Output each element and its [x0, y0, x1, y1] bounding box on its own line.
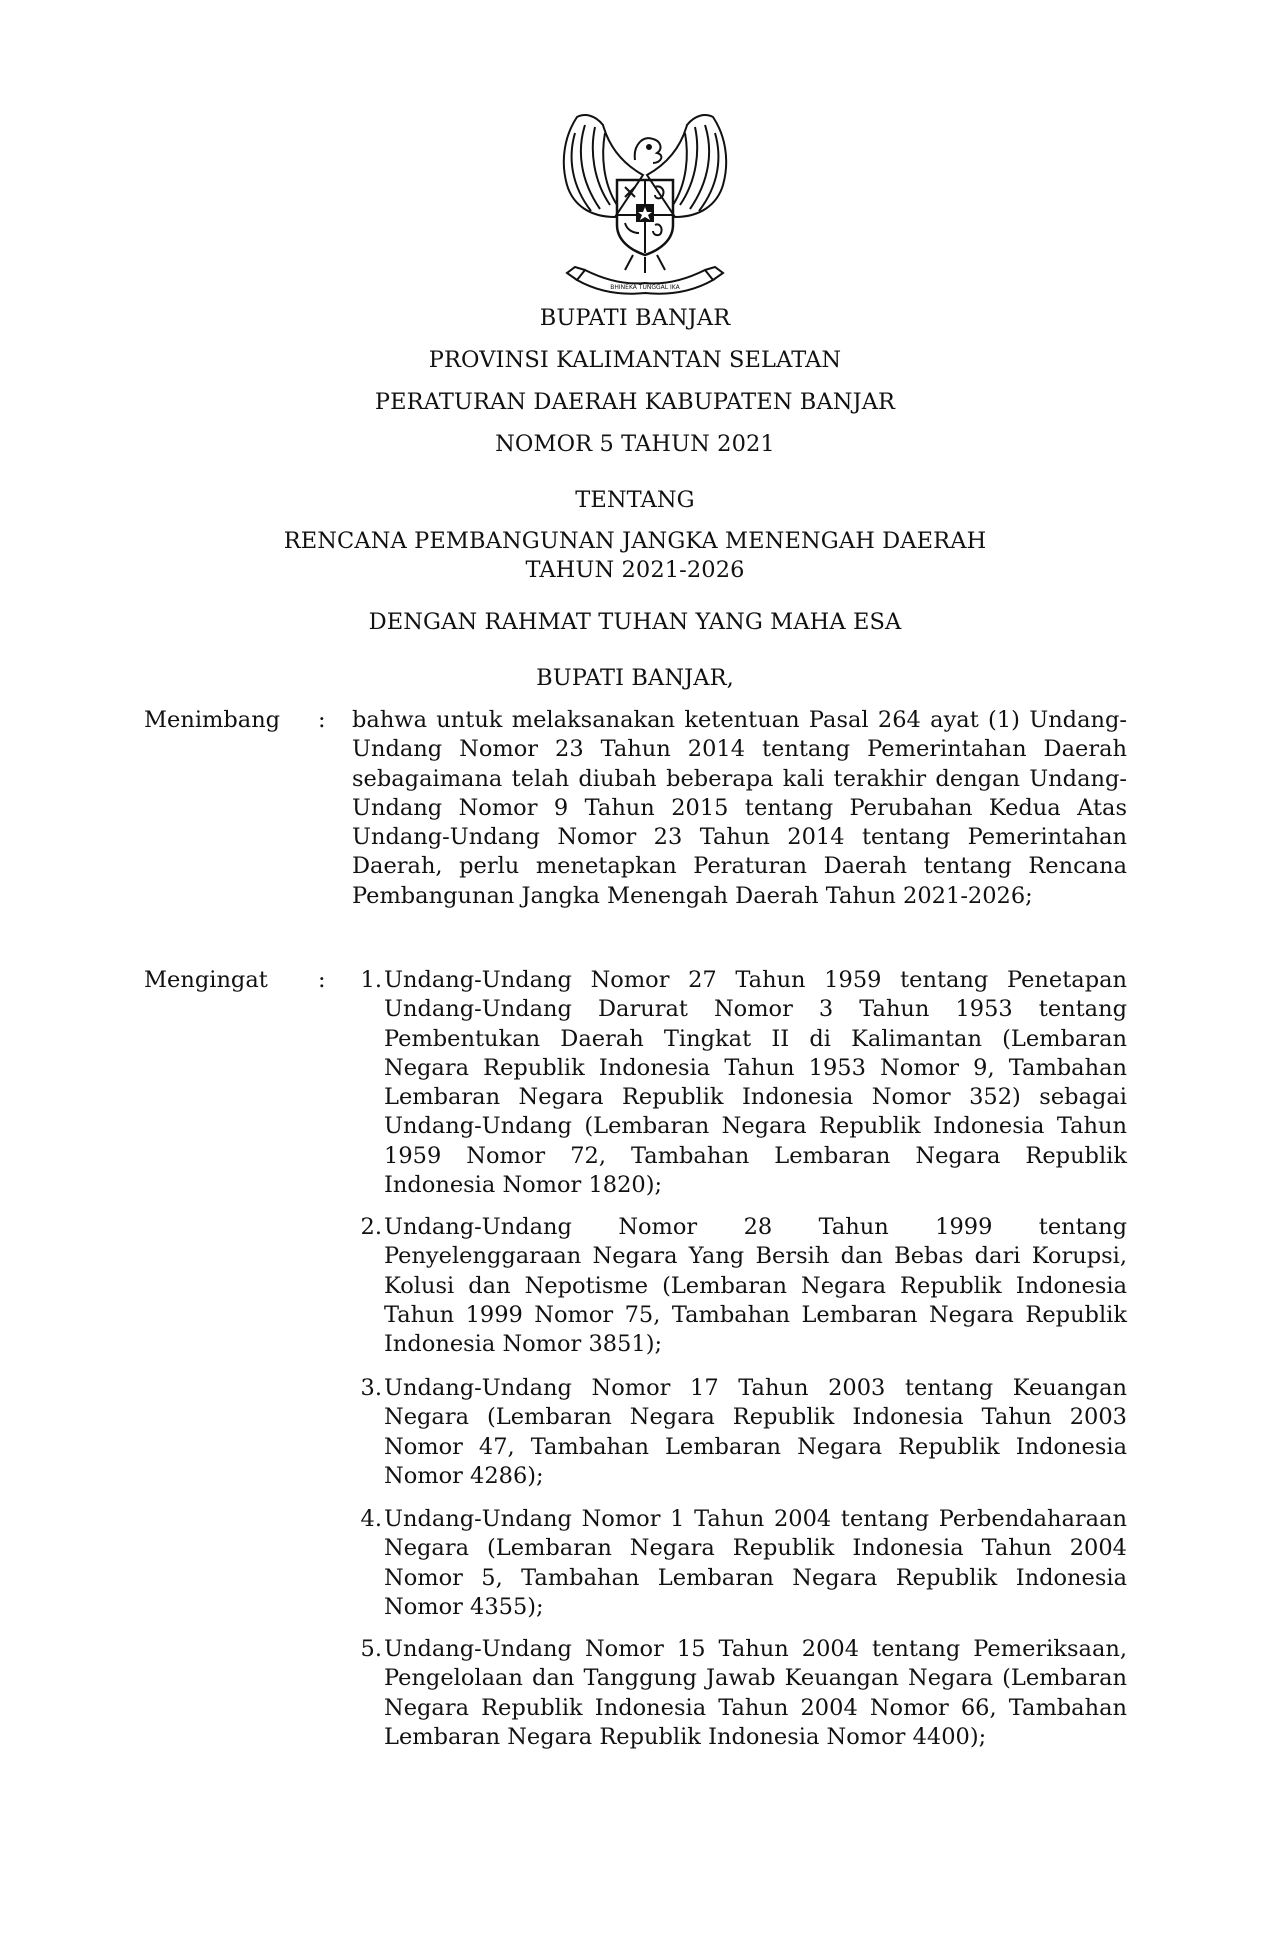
list-item-text: Undang-Undang Nomor 28 Tahun 1999 tentang Penyelenggaraan Negara Yang Bersih dan Bebas dari Korupsi, Kolusi dan Nepotisme (Lembaran Negara Republik Indonesia Tahun 1999 Nomor 75, Tambahan Lembaran Negara Republik Indonesia Nomor 3851); [384, 1214, 1127, 1358]
mengingat-colon: : [318, 967, 326, 993]
emblem-motto: BHINEKA TUNGGAL IKA [610, 284, 680, 291]
regulation-type: PERATURAN DAERAH KABUPATEN BANJAR [374, 389, 896, 415]
regent-signatory: BUPATI BANJAR, [536, 665, 734, 691]
about-heading: TENTANG [575, 487, 695, 513]
list-item-text: Undang-Undang Nomor 27 Tahun 1959 tentang Penetapan Undang-Undang Darurat Nomor 3 Tahun 1953 tentang Pembentukan Daerah Tingkat II di Kalimantan (Lembaran Negara Republik Indonesia Tahun 1953 Nomor 9, Tambahan Lembaran Negara Republik Indonesia Nomor 352) sebagai Undang-Undang (Lembaran Negara Republik Indonesia Tahun 1959 Nomor 72, Tambahan Lembaran Negara Republik Indonesia Nomor 1820); [384, 967, 1127, 1199]
list-item-number: 5. [360, 1636, 382, 1662]
list-item-text: Undang-Undang Nomor 1 Tahun 2004 tentang Perbendaharaan Negara (Lembaran Negara Republik Indonesia Tahun 2004 Nomor 5, Tambahan Lembaran Negara Republik Indonesia Nomor 4355); [384, 1506, 1127, 1620]
province-name: PROVINSI KALIMANTAN SELATAN [428, 347, 842, 373]
regulation-subject: RENCANA PEMBANGUNAN JANGKA MENENGAH DAERAH [283, 528, 987, 554]
list-item-number: 4. [360, 1506, 382, 1532]
mengingat-label: Mengingat [144, 967, 268, 993]
list-item-text: Undang-Undang Nomor 15 Tahun 2004 tentang Pemeriksaan, Pengelolaan dan Tanggung Jawab Keuangan Negara (Lembaran Negara Republik Indonesia Tahun 2004 Nomor 66, Tambahan Lembaran Negara Republik Indonesia Nomor 4400); [384, 1636, 1127, 1750]
invocation: DENGAN RAHMAT TUHAN YANG MAHA ESA [368, 609, 902, 635]
menimbang-label: Menimbang [144, 707, 281, 733]
regulation-number: NOMOR 5 TAHUN 2021 [495, 431, 775, 457]
menimbang-text: bahwa untuk melaksanakan ketentuan Pasal 264 ayat (1) Undang-Undang Nomor 23 Tahun 2014 tentang Pemerintahan Daerah sebagaimana telah diubah beberapa kali terakhir dengan Undang-Undang Nomor 9 Tahun 2015 tentang Perubahan Kedua Atas Undang-Undang Nomor 23 Tahun 2014 tentang Pemerintahan Daerah, perlu menetapkan Peraturan Daerah tentang Rencana Pembangunan Jangka Menengah Daerah Tahun 2021-2026; [352, 707, 1127, 909]
garuda-pancasila-emblem [555, 105, 735, 295]
regulation-period: TAHUN 2021-2026 [525, 557, 745, 583]
list-item-number: 3. [360, 1375, 382, 1401]
list-item-number: 1. [360, 967, 382, 993]
menimbang-colon: : [318, 707, 326, 733]
regent-title: BUPATI BANJAR [539, 305, 731, 331]
list-item-text: Undang-Undang Nomor 17 Tahun 2003 tentang Keuangan Negara (Lembaran Negara Republik Indonesia Tahun 2003 Nomor 47, Tambahan Lembaran Negara Republik Indonesia Nomor 4286); [384, 1375, 1127, 1489]
list-item-number: 2. [360, 1214, 382, 1240]
